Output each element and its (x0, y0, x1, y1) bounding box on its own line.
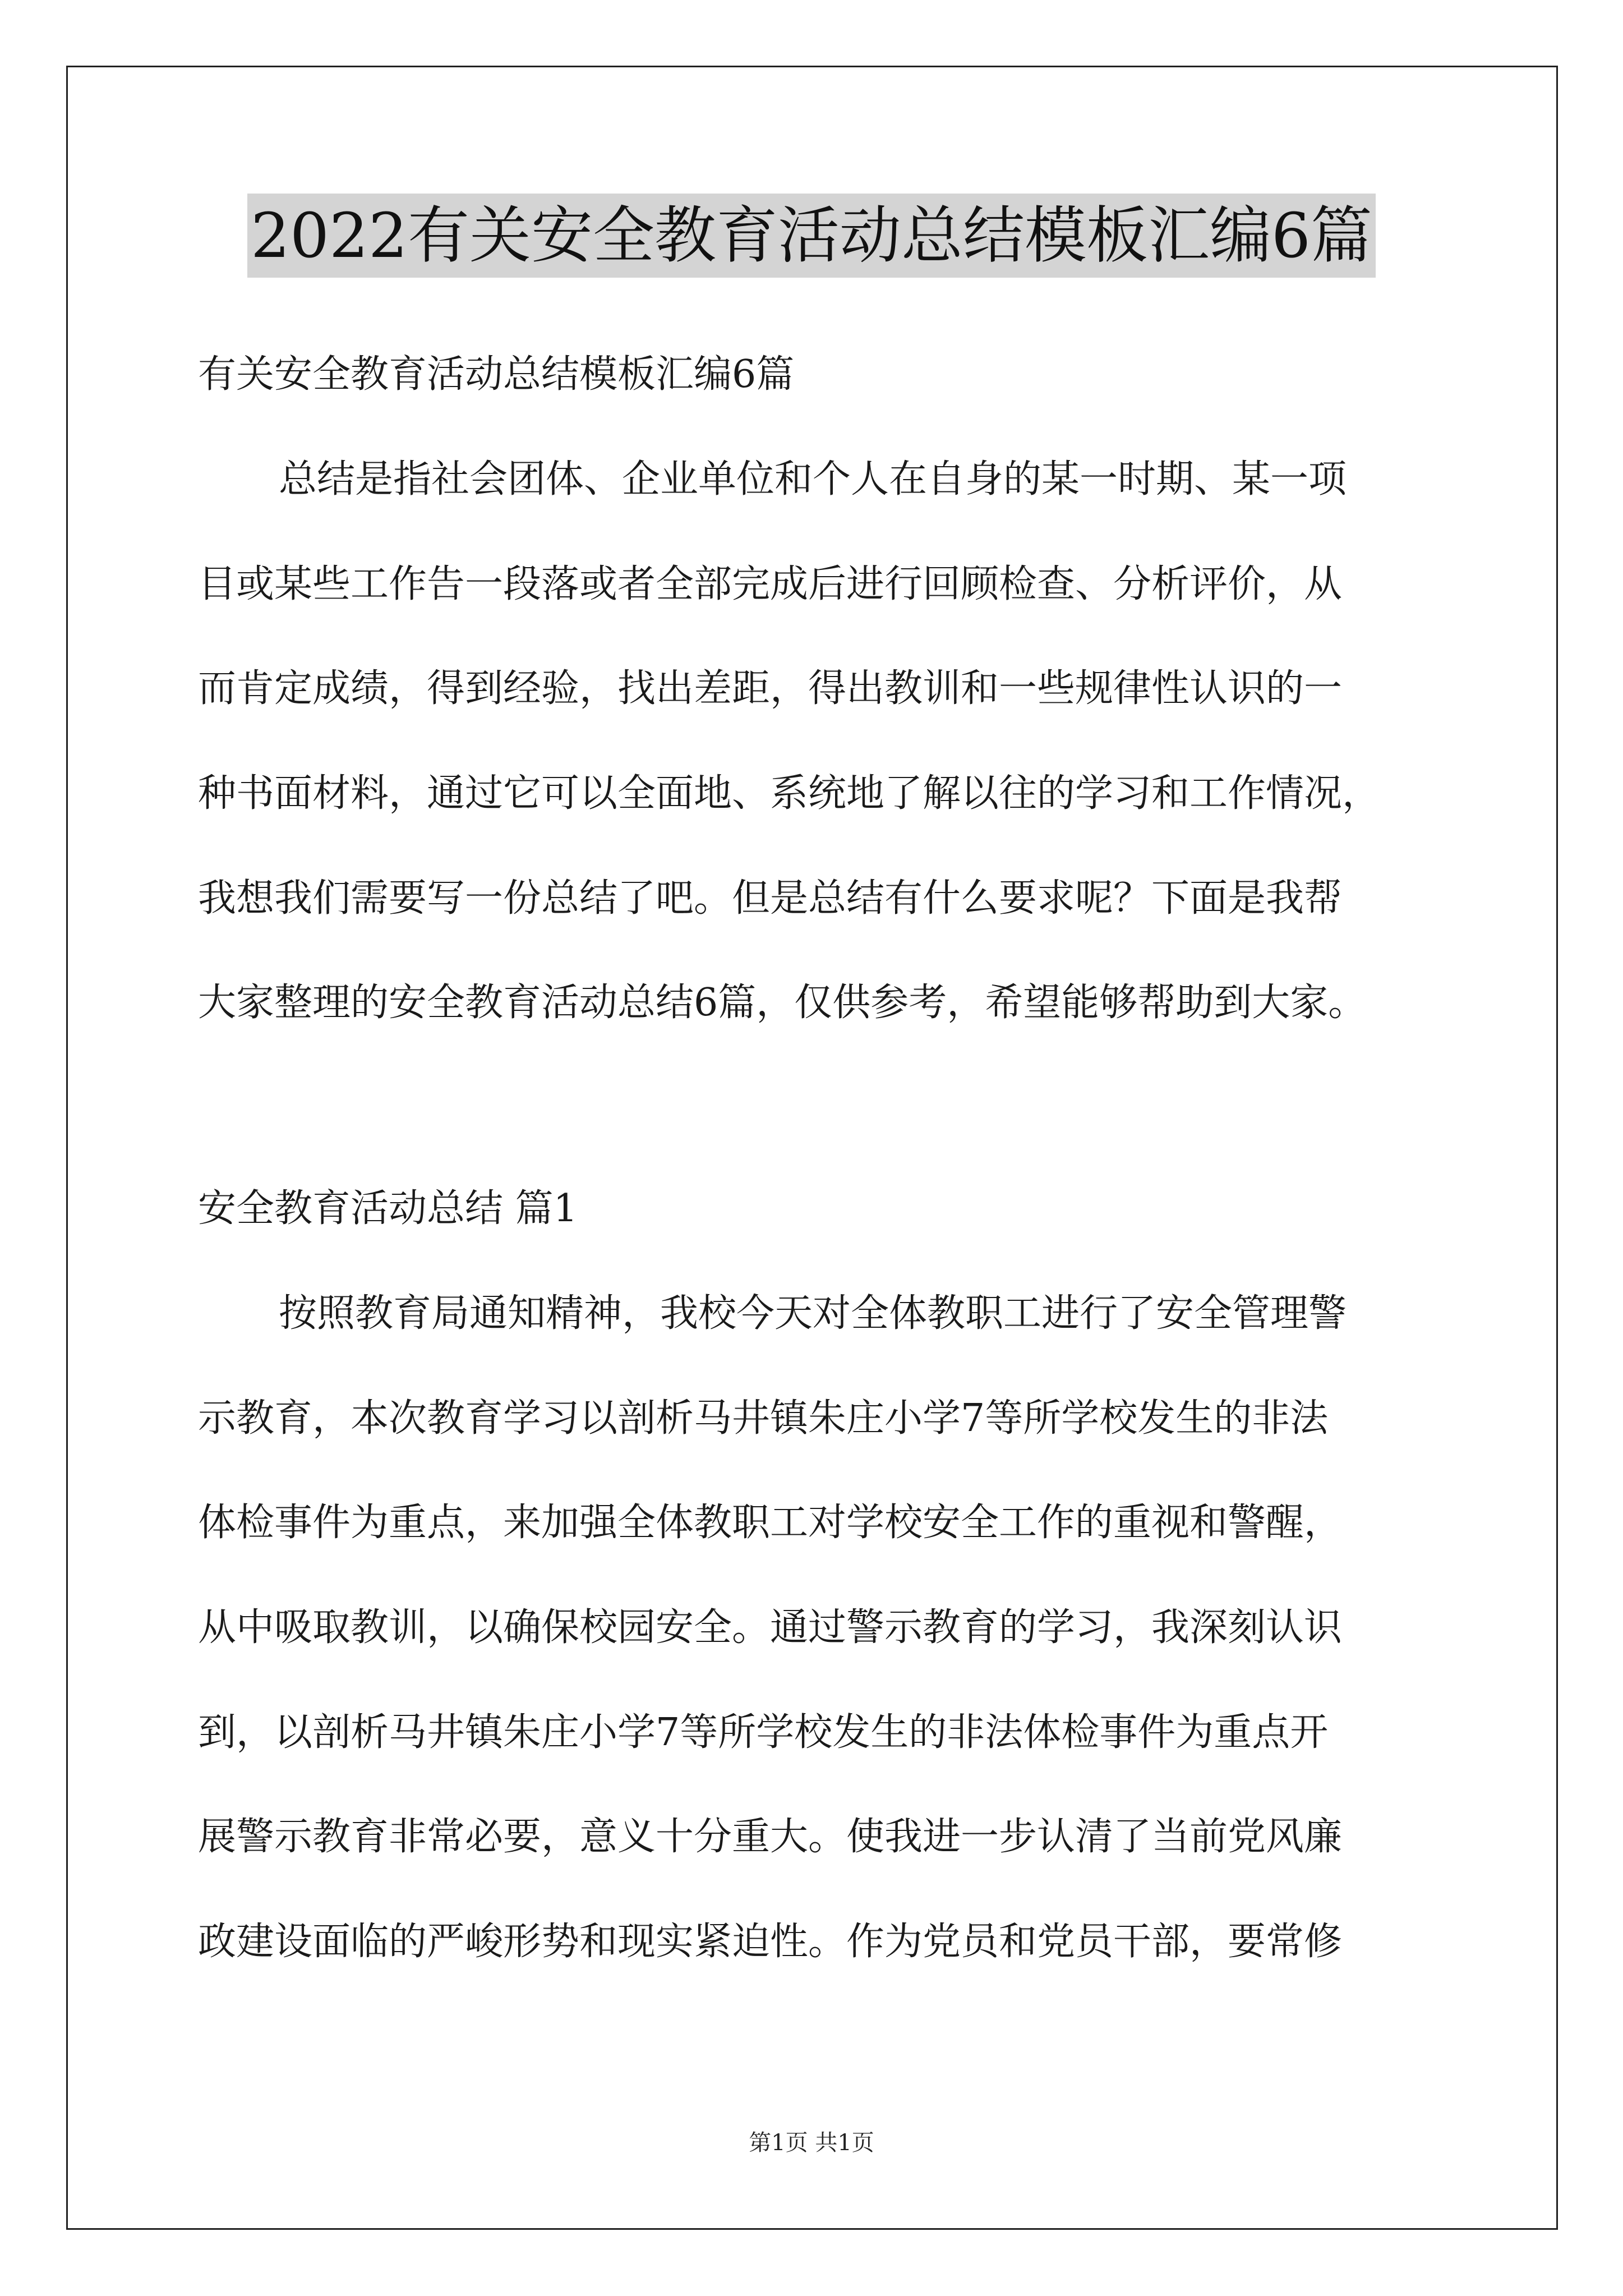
section-line-3: 体检事件为重点，来加强全体教职工对学校安全工作的重视和警醒， (198, 1501, 1343, 1545)
title-container (0, 194, 1623, 278)
page-footer: 第1页 共1页 (749, 2130, 874, 2156)
section-line-7: 政建设面临的严峻形势和现实紧迫性。作为党员和党员干部，要常修 (198, 1920, 1343, 1964)
section-line-4: 从中吸取教训，以确保校园安全。通过警示教育的学习，我深刻认识 (198, 1605, 1343, 1650)
intro-line-1: 总结是指社会团体、企业单位和个人在自身的某一时期、某一项 (279, 457, 1347, 501)
document-subtitle: 有关安全教育活动总结模板汇编6篇 (198, 352, 795, 397)
section-line-1: 按照教育局通知精神，我校今天对全体教职工进行了安全管理警 (279, 1291, 1347, 1336)
section-heading: 安全教育活动总结 篇1 (198, 1186, 578, 1231)
intro-line-3: 而肯定成绩，得到经验，找出差距，得出教训和一些规律性认识的一 (198, 666, 1343, 711)
intro-line-2: 目或某些工作告一段落或者全部完成后进行回顾检查、分析评价，从 (198, 562, 1343, 606)
document-title: 2022有关安全教育活动总结模板汇编6篇 (247, 194, 1376, 278)
intro-line-5: 我想我们需要写一份总结了吧。但是总结有什么要求呢？下面是我帮 (198, 876, 1343, 921)
intro-line-6: 大家整理的安全教育活动总结6篇，仅供参考，希望能够帮助到大家。 (198, 981, 1367, 1025)
section-line-6: 展警示教育非常必要，意义十分重大。使我进一步认清了当前党风廉 (198, 1815, 1343, 1859)
section-line-5: 到，以剖析马井镇朱庄小学7等所学校发生的非法体检事件为重点开 (198, 1710, 1329, 1755)
section-line-2: 示教育，本次教育学习以剖析马井镇朱庄小学7等所学校发生的非法 (198, 1396, 1329, 1441)
intro-line-4: 种书面材料，通过它可以全面地、系统地了解以往的学习和工作情况， (198, 771, 1381, 816)
